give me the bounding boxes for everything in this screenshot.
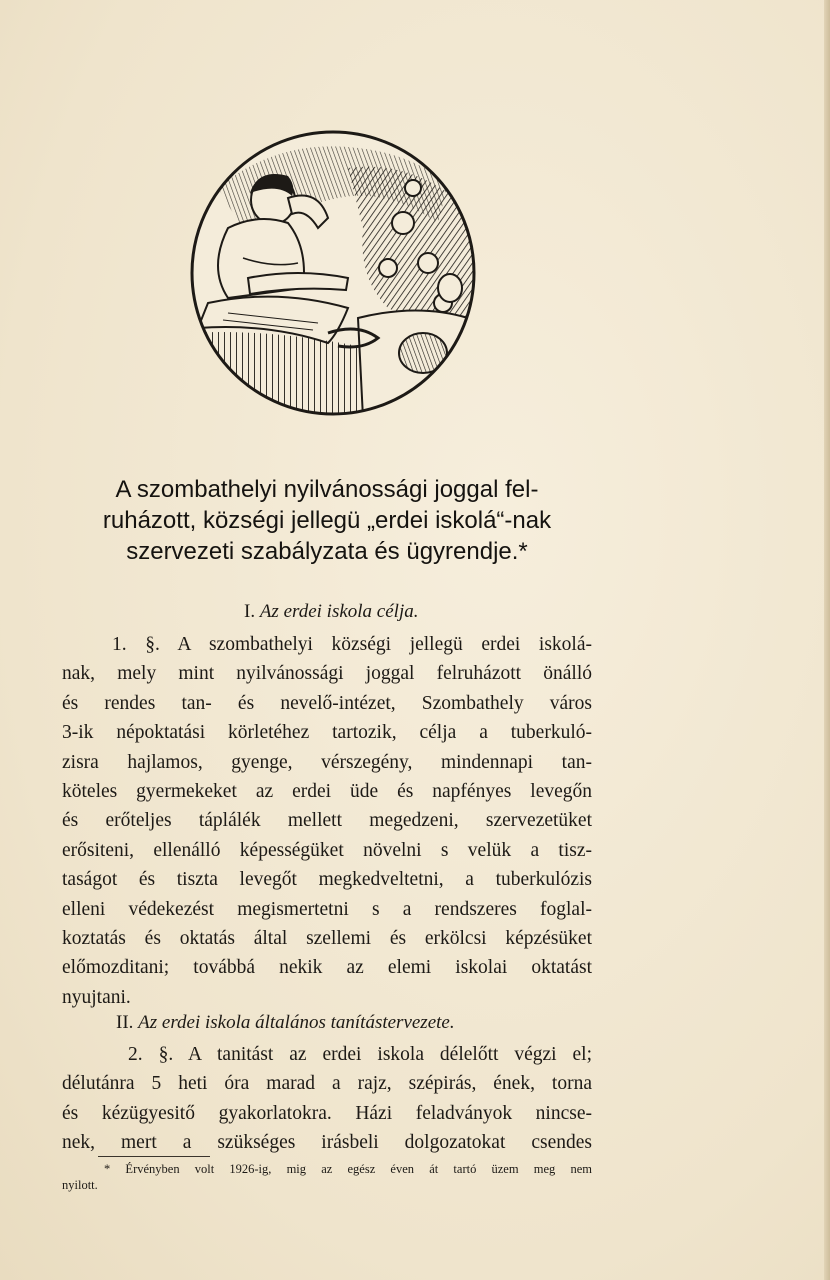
paragraph-1-line: zisra hajlamos, gyenge, vérszegény, mindennapi tan- (62, 751, 592, 773)
paragraph-1-line: előmozditani; továbbá nekik az elemi iskolai oktatást (62, 957, 592, 979)
section-2-title: Az erdei iskola általános tanítástervezete. (138, 1012, 455, 1033)
section-1-title: Az erdei iskola célja. (259, 601, 419, 622)
document-title (62, 474, 592, 567)
paragraph-2-line: délutánra 5 heti óra marad a rajz, szépirás, ének, torna (62, 1073, 592, 1095)
paragraph-1-line: 1. §. A szombathelyi községi jellegü erdei iskolá- (112, 634, 592, 655)
title-line-1: A szombathelyi nyilvánossági joggal fel- (115, 476, 539, 503)
page-edge (824, 0, 830, 1280)
paragraph-1-line: elleni védekezést megismertetni s a rendszeres foglal- (62, 898, 592, 920)
paragraph-1-line: köteles gyermekeket az erdei üde és napfényes levegőn (62, 781, 592, 803)
footnote-rule (98, 1156, 210, 1157)
paragraph-1-line: koztatás és oktatás által szellemi és erkölcsi képzésüket (62, 928, 592, 950)
paragraph-2-line: 2. §. A tanitást az erdei iskola délelőtt végzi el; (128, 1044, 592, 1065)
paragraph-2 (62, 1040, 592, 1158)
paragraph-1-line: erősiteni, ellenálló képességüket növelni s velük a tisz- (62, 839, 592, 861)
paragraph-2-line: és kézügyesitő gyakorlatokra. Házi feladványok nincse- (62, 1102, 592, 1124)
footnote (62, 1161, 592, 1193)
footnote-line-2: nyilott. (62, 1178, 98, 1192)
paragraph-1 (62, 630, 592, 1012)
boy-reading-vignette-icon (188, 128, 478, 418)
paragraph-1-line: és rendes tan- és nevelő-intézet, Szombathely város (62, 692, 592, 714)
section-2-number: II. (116, 1012, 134, 1033)
section-1-heading (244, 601, 418, 623)
paragraph-1-line: 3-ik népoktatási körletéhez tartozik, célja a tuberkuló- (62, 722, 592, 744)
title-line-3: szervezeti szabályzata és ügyrendje.* (126, 538, 528, 565)
section-1-number: I. (244, 601, 256, 622)
paragraph-2-line: nek, mert a szükséges irásbeli dolgozatokat csendes (62, 1132, 592, 1154)
paragraph-1-line: nak, mely mint nyilvánossági joggal felruházott önálló (62, 663, 592, 685)
paragraph-1-line: taságot és tiszta levegőt megkedveltetni, a tuberkulózis (62, 869, 592, 891)
section-2-heading (116, 1012, 455, 1034)
footnote-line-1: * Érvényben volt 1926-ig, mig az egész éven át tartó üzem meg nem (104, 1162, 592, 1176)
paragraph-1-line: nyujtani. (62, 986, 131, 1008)
title-line-2: ruházott, községi jellegü „erdei iskolá“-nak (102, 507, 552, 534)
paragraph-1-line: és erőteljes táplálék mellett megedzeni, szervezetüket (62, 810, 592, 832)
